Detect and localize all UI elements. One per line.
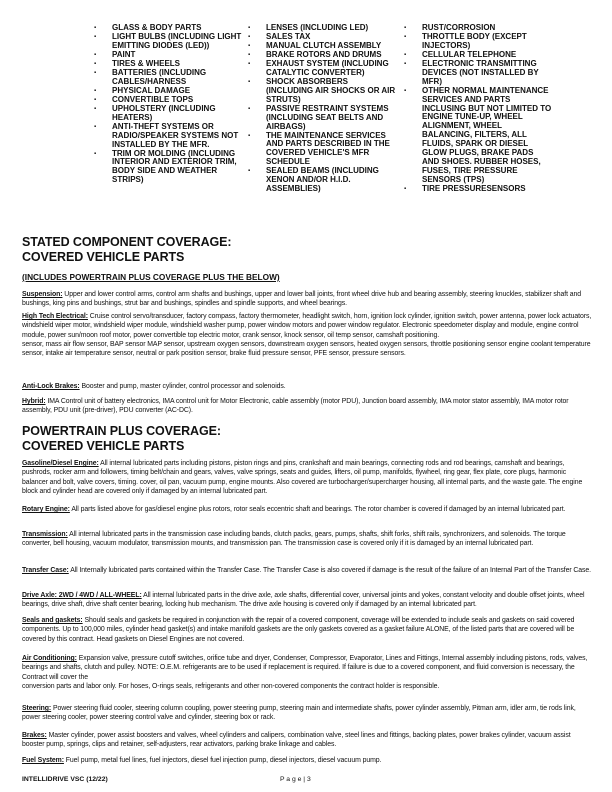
brakes-text: Master cylinder, power assist boosters and valves, wheel cylinders and calipers, combination valve, steel lines and fittings, backing plates, power brakes cylinder, vacuum assist booster pump, springs, clips and retainer, self-adjusters, rear activators, parking brake linkage and cables. [22, 732, 571, 749]
transmission-paragraph [22, 530, 592, 549]
footer-form-id: INTELLIDRIVE VSC (12/22) [22, 776, 108, 783]
hybrid-lead: Hybrid: [22, 398, 46, 405]
exclusion-item: ▪ EXHAUST SYSTEM (INCLUDING CATALYTIC CONVERTER) [248, 60, 396, 78]
powertrain-title-line1: POWERTRAIN PLUS COVERAGE: [22, 424, 221, 438]
anti-lock-text: Booster and pump, master cylinder, control processor and solenoids. [79, 383, 286, 390]
exclusions-column-2 [248, 24, 396, 194]
stated-title-line1: STATED COMPONENT COVERAGE: [22, 235, 232, 249]
engine-text: All internal lubricated parts including pistons, piston rings and pins, crankshaft and main bearings, connecting rods and rod bearings, camshaft and bearings, pushrods, rocker arm and followers, timing belt/chain and gears, valves, valve springs, seats and guides, lifters, oil pump, manifolds, flywheel, ring gear, flex plate, core plugs, harmonic balancer and bolt, valve covers, timing. cover, oil pan, vacuum pump, engine mounts. Also covered are turbocharger/supercharger housing, all internal parts, and the waste gate. The engine block and cylinder head are covered only if damaged by an internal lubricated part. [22, 460, 583, 495]
exclusion-item: ▪ PHYSICAL DAMAGE [94, 87, 242, 96]
high-tech-text: Cruise control servo/transducer, factory compass, factory thermometer, headlight switch, horn, ignition lock cylinder, ignition switch, power antenna, power lock actuators, windshield wiper motor, windshield wiper module, windshield washer pump, power window motors and power window regulator. Electronic speedometer display and module, engine control module, power sun/moon roof motor, power convertible top electric motor, crank sensor, knock sensor, oil temp sensor, camshaft positioning. [22, 313, 592, 339]
exclusion-item: ▪ THE MAINTENANCE SERVICES AND PARTS DESCRIBED IN THE COVERED VEHICLE'S MFR SCHEDULE [248, 132, 396, 168]
rotary-lead: Rotary Engine: [22, 506, 70, 513]
high-tech-paragraph [22, 312, 592, 358]
exclusion-item: ▪ SALES TAX [248, 33, 396, 42]
suspension-paragraph [22, 290, 592, 309]
exclusion-item: ▪ SEALED BEAMS (INCLUDING XENON AND/OR H.I.D. ASSEMBLIES) [248, 167, 396, 194]
engine-paragraph [22, 459, 592, 496]
brakes-lead: Brakes: [22, 732, 47, 739]
steering-lead: Steering: [22, 705, 52, 712]
high-tech-text-2: sensor, mass air flow sensor, BAP sensor MAP sensor, upstream oxygen sensors, downstream oxygen sensors, heated oxygen sensors, throttle positioning sensor engine coolant temperature sensor, intake air temperature sensor, neutral or park position sensor, brake fluid pressure sensor, PFE sensor, pressure sensors. [22, 340, 591, 358]
exclusion-item: ▪ BRAKE ROTORS AND DRUMS [248, 51, 396, 60]
exclusion-item: ▪ SHOCK ABSORBERS (INCLUDING AIR SHOCKS OR AIR STRUTS) [248, 78, 396, 105]
ac-text: Expansion valve, pressure cutoff switches, orifice tube and dryer, Condenser, Compressor, Evaporator, Lines and Fittings, Internal assembly including pistons, rods, valves, bearings and shafts, clutch and pulley. NOTE: O.E.M. refrigerants are to be used if replacement is required. If failure is due to a covered component, and fluid conversion is necessary, the Contract will cover the [22, 655, 588, 681]
exclusions-column-1 [94, 24, 242, 194]
exclusion-item: ▪ RUST/CORROSION [404, 24, 552, 33]
anti-lock-lead: Anti-Lock Brakes: [22, 383, 80, 390]
powertrain-coverage-heading [22, 424, 221, 453]
ac-lead: Air Conditioning: [22, 655, 77, 662]
exclusion-item: ▪ UPHOLSTERY (INCLUDING HEATERS) [94, 105, 242, 123]
exclusion-item: ▪ LENSES (INCLUDING LED) [248, 24, 396, 33]
powertrain-title-line2: COVERED VEHICLE PARTS [22, 438, 185, 453]
anti-lock-paragraph [22, 382, 592, 391]
air-conditioning-paragraph [22, 654, 592, 691]
exclusion-item: ▪ BATTERIES (INCLUDING CABLES/HARNESS [94, 69, 242, 87]
exclusion-item: ▪ GLASS & BODY PARTS [94, 24, 242, 33]
seals-lead: Seals and gaskets: [22, 617, 83, 624]
exclusion-item: ▪ TRIM OR MOLDING (INCLUDING INTERIOR AND EXTERIOR TRIM, BODY SIDE AND WEATHER STRIPS) [94, 150, 242, 186]
seals-text: Should seals and gaskets be required in conjunction with the repair of a covered component, coverage will be extended to include seals and gaskets on said covered components. Up to 100,000 miles, cylinder head gasket(s) and intake manifold gaskets are the only gaskets covered as a gasket failure ALONE, of the listed parts that are covered will be covered by this contract. Head gaskets on Diesel Engines are not covered. [22, 617, 575, 643]
stated-subtitle: (INCLUDES POWERTRAIN PLUS COVERAGE PLUS THE BELOW) [22, 272, 280, 282]
drive-axle-text: All internal lubricated parts in the drive axle, axle shafts, differential cover, universal joints and yokes, constant velocity and double offset joints, wheel bearings, drive shaft, drive shaft center bearing, locking hub mechanism. The drive axle housing is covered only if damaged by an internal lubricated part. [22, 592, 585, 609]
rotary-engine-paragraph [22, 505, 592, 514]
hybrid-paragraph [22, 397, 592, 416]
exclusion-item: ▪ CONVERTIBLE TOPS [94, 96, 242, 105]
exclusions-list [94, 24, 600, 194]
suspension-lead: Suspension: [22, 291, 63, 298]
exclusion-item: ▪ OTHER NORMAL MAINTENANCE SERVICES AND PARTS INCLUSING BUT NOT LIMITED TO ENGINE TUNE-UP, WHEEL ALIGNMENT, WHEEL BALANCING, FILTERS, ALL FLUIDS, SPARK OR DIESEL GLOW PLUGS, BRAKE PADS AND SHOES. RUBBER HOSES, FUSES, TIRE PRESSURE SENSORS (TPS) [404, 87, 552, 185]
fuel-lead: Fuel System: [22, 757, 64, 764]
steering-paragraph [22, 704, 592, 723]
exclusion-item: ▪ ANTI-THEFT SYSTEMS OR RADIO/SPEAKER SYSTEMS NOT INSTALLED BY THE MFR. [94, 123, 242, 150]
hybrid-text: IMA Control unit of battery electronics, IMA control unit for Motor Electronic, cable assembly (motor PDU), Junction board assembly, IMA motor stator assembly, IMA motor rotor assembly, PDU unit (pre-driver), PDU converter (AC-DC). [22, 398, 569, 415]
exclusion-item: ▪ THROTTLE BODY (EXCEPT INJECTORS) [404, 33, 552, 51]
brakes-paragraph [22, 731, 592, 750]
exclusion-item: ▪ PASSIVE RESTRAINT SYSTEMS (INCLUDING SEAT BELTS AND AIRBAGS) [248, 105, 396, 132]
exclusions-column-3 [404, 24, 552, 194]
footer-page-number: P a g e | 3 [280, 776, 311, 783]
drive-axle-lead: Drive Axle: 2WD / 4WD / ALL-WHEEL: [22, 592, 142, 599]
transfer-case-text: All Internally lubricated parts contained within the Transfer Case. The Transfer Case is also covered if damage is the result of the failure of an Internal Part of the Transfer Case. [68, 567, 591, 574]
suspension-text: Upper and lower control arms, control arm shafts and bushings, upper and lower ball joints, front wheel drive hub and bearing assembly, steering knuckles, stabilizer shaft and bushings, king pins and bushings, strut bar and bushings, spindles and spindle supports, and wheel bearings. [22, 291, 582, 308]
exclusion-item: ▪ LIGHT BULBS (INCLUDING LIGHT EMITTING DIODES (LED)) [94, 33, 242, 51]
fuel-text: Fuel pump, metal fuel lines, fuel injectors, diesel fuel injection pump, diesel injectors, diesel vacuum pump. [63, 757, 382, 764]
seals-gaskets-paragraph [22, 616, 592, 644]
steering-text: Power steering fluid cooler, steering column coupling, power steering pump, steering main and intermediate shafts, power cylinder assembly, Pitman arm, idler arm, tie rods link, power steering cooler, power steering control valve and cylinder, steering box or rack. [22, 705, 576, 722]
drive-axle-paragraph [22, 591, 592, 610]
exclusion-item: ▪ CELLULAR TELEPHONE [404, 51, 552, 60]
transfer-case-lead: Transfer Case: [22, 567, 69, 574]
transfer-case-paragraph [22, 566, 592, 575]
exclusion-item: ▪ PAINT [94, 51, 242, 60]
exclusion-item: ▪ ELECTRONIC TRANSMITTING DEVICES (NOT INSTALLED BY MFR) [404, 60, 552, 87]
exclusion-item: ▪ TIRE PRESSURESENSORS [404, 185, 552, 194]
high-tech-lead: High Tech Electrical: [22, 313, 88, 320]
engine-lead: Gasoline/Diesel Engine: [22, 460, 99, 467]
stated-title-line2: COVERED VEHICLE PARTS [22, 249, 185, 264]
exclusion-item: ▪ TIRES & WHEELS [94, 60, 242, 69]
stated-coverage-heading [22, 235, 231, 264]
ac-text-2: conversion parts and labor only. For hoses, O-rings seals, refrigerants and other non-covered components the contract holder is responsible. [22, 682, 440, 690]
rotary-text: All parts listed above for gas/diesel engine plus rotors, rotor seals eccentric shaft and bearings. The rotor chamber is covered if damaged by an internal lubricated part. [69, 506, 566, 513]
fuel-system-paragraph [22, 756, 592, 765]
exclusion-item: ▪ MANUAL CLUTCH ASSEMBLY [248, 42, 396, 51]
transmission-lead: Transmission: [22, 531, 68, 538]
transmission-text: All internal lubricated parts in the transmission case including bands, clutch packs, gears, pumps, shafts, shift forks, shift rails, synchronizers, and solenoids. The torque converter, bell housing, vacuum modulator, transmission mounts, and transmission pan. The transmission case is covered only if it is damaged by an internal lubricated part. [22, 531, 566, 548]
